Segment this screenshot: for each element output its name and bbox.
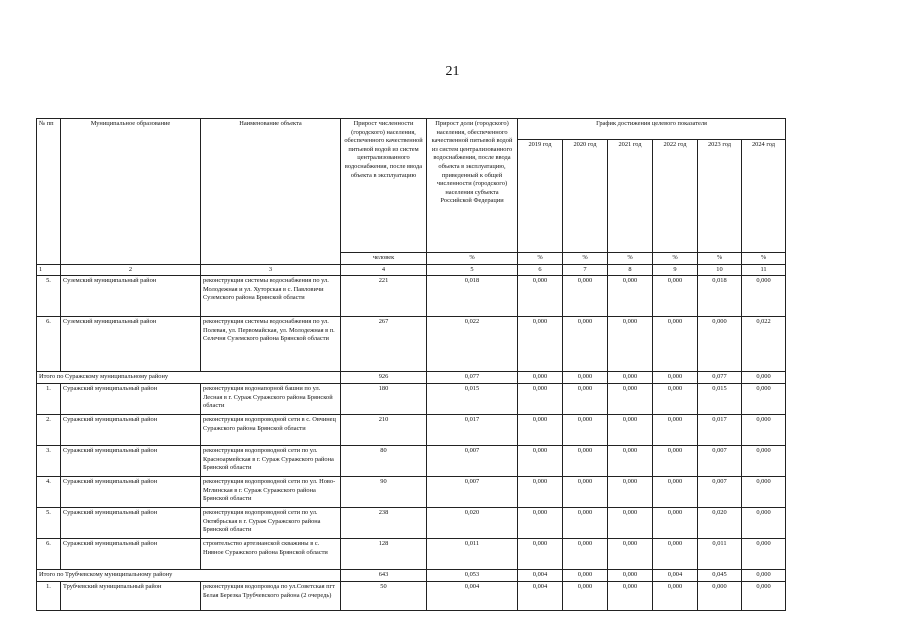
population-growth-cell: 90 xyxy=(341,477,427,508)
population-growth-cell: 643 xyxy=(341,570,427,582)
object-cell: строительство артезианской скважины в с. Нивное Суражского района Брянской области xyxy=(201,539,341,570)
unit-year: % xyxy=(698,253,742,265)
row-number: 5. xyxy=(37,508,61,539)
table-row xyxy=(37,446,786,477)
year-value-cell: 0,000 xyxy=(563,570,608,582)
unit-year: % xyxy=(608,253,653,265)
column-number: 7 xyxy=(563,264,608,276)
header-year: 2019 год xyxy=(518,140,563,253)
header-year: 2023 год xyxy=(698,140,742,253)
unit-year: % xyxy=(563,253,608,265)
municipality-cell: Суражский муниципальный район xyxy=(61,508,201,539)
municipality-cell: Суражский муниципальный район xyxy=(61,415,201,446)
year-value-cell: 0,000 xyxy=(563,276,608,317)
year-value-cell: 0,011 xyxy=(698,539,742,570)
share-growth-cell: 0,017 xyxy=(427,415,518,446)
year-value-cell: 0,015 xyxy=(698,384,742,415)
municipality-cell: Суражский муниципальный район xyxy=(61,384,201,415)
share-growth-cell: 0,007 xyxy=(427,446,518,477)
object-cell: реконструкция водопроводной сети по ул. Октябрьская в г. Сураж Суражского района Брянской области xyxy=(201,508,341,539)
year-value-cell: 0,000 xyxy=(563,477,608,508)
population-growth-cell: 50 xyxy=(341,582,427,611)
total-label: Итого по Трубчевскому муниципальному району xyxy=(37,570,341,582)
year-value-cell: 0,000 xyxy=(742,570,786,582)
year-value-cell: 0,000 xyxy=(653,415,698,446)
header-schedule: График достижения целевого показателя xyxy=(518,119,786,140)
object-cell: реконструкция водонапорной башни по ул. Лесная в г. Сураж Суражского района Брянской области xyxy=(201,384,341,415)
year-value-cell: 0,000 xyxy=(563,582,608,611)
header-population-growth: Прирост численности (городского) населения, обеспеченного качественной питьевой водой из систем централизованного водоснабжения, после ввода объекта в эксплуатацию xyxy=(341,119,427,253)
population-growth-cell: 210 xyxy=(341,415,427,446)
share-growth-cell: 0,007 xyxy=(427,477,518,508)
year-value-cell: 0,000 xyxy=(518,539,563,570)
table-row xyxy=(37,384,786,415)
year-value-cell: 0,000 xyxy=(563,317,608,372)
row-number: 3. xyxy=(37,446,61,477)
row-number: 6. xyxy=(37,317,61,372)
header-year: 2020 год xyxy=(563,140,608,253)
row-number: 1. xyxy=(37,384,61,415)
year-value-cell: 0,007 xyxy=(698,446,742,477)
year-value-cell: 0,000 xyxy=(653,582,698,611)
year-value-cell: 0,000 xyxy=(742,276,786,317)
year-value-cell: 0,077 xyxy=(698,372,742,384)
year-value-cell: 0,000 xyxy=(608,415,653,446)
page-number: 21 xyxy=(445,64,460,79)
year-value-cell: 0,000 xyxy=(608,446,653,477)
object-cell: реконструкция водопроводной сети в с. Овчинец Суражского района Брянской области xyxy=(201,415,341,446)
year-value-cell: 0,000 xyxy=(518,508,563,539)
column-number: 11 xyxy=(742,264,786,276)
year-value-cell: 0,000 xyxy=(742,508,786,539)
column-number: 2 xyxy=(61,264,201,276)
municipality-cell: Суражский муниципальный район xyxy=(61,477,201,508)
year-value-cell: 0,004 xyxy=(518,582,563,611)
header-year: 2021 год xyxy=(608,140,653,253)
year-value-cell: 0,000 xyxy=(563,508,608,539)
unit-share: % xyxy=(427,253,518,265)
header-object: Наименование объекта xyxy=(201,119,341,265)
year-value-cell: 0,000 xyxy=(518,415,563,446)
year-value-cell: 0,000 xyxy=(742,539,786,570)
total-row xyxy=(37,372,786,384)
municipality-cell: Суражский муниципальный район xyxy=(61,446,201,477)
year-value-cell: 0,000 xyxy=(698,317,742,372)
year-value-cell: 0,022 xyxy=(742,317,786,372)
column-number: 6 xyxy=(518,264,563,276)
year-value-cell: 0,000 xyxy=(563,372,608,384)
year-value-cell: 0,000 xyxy=(653,384,698,415)
year-value-cell: 0,017 xyxy=(698,415,742,446)
object-cell: реконструкция системы водоснабжения по ул. Полевая, ул. Первомайская, ул. Молодежная в п. Селечня Суземского района Брянской области xyxy=(201,317,341,372)
population-growth-cell: 128 xyxy=(341,539,427,570)
year-value-cell: 0,000 xyxy=(742,477,786,508)
share-growth-cell: 0,015 xyxy=(427,384,518,415)
table-row xyxy=(37,539,786,570)
row-number: 6. xyxy=(37,539,61,570)
year-value-cell: 0,000 xyxy=(608,508,653,539)
column-number: 1 xyxy=(37,264,61,276)
year-value-cell: 0,018 xyxy=(698,276,742,317)
year-value-cell: 0,000 xyxy=(608,276,653,317)
year-value-cell: 0,000 xyxy=(608,372,653,384)
year-value-cell: 0,000 xyxy=(653,276,698,317)
share-growth-cell: 0,011 xyxy=(427,539,518,570)
column-number: 8 xyxy=(608,264,653,276)
year-value-cell: 0,000 xyxy=(608,539,653,570)
year-value-cell: 0,000 xyxy=(608,582,653,611)
year-value-cell: 0,007 xyxy=(698,477,742,508)
target-indicator-table xyxy=(36,118,786,611)
unit-year: % xyxy=(653,253,698,265)
header-share-growth: Прирост доли (городского) населения, обеспеченного качественной питьевой водой из систем централизованного водоснабжения, после ввода объекта в эксплуатацию, приведенный к общей численности (городского) населения субъекта Российской Федерации xyxy=(427,119,518,253)
year-value-cell: 0,000 xyxy=(653,372,698,384)
year-value-cell: 0,000 xyxy=(563,446,608,477)
year-value-cell: 0,000 xyxy=(698,582,742,611)
year-value-cell: 0,000 xyxy=(563,415,608,446)
year-value-cell: 0,004 xyxy=(653,570,698,582)
year-value-cell: 0,000 xyxy=(608,317,653,372)
object-cell: реконструкция водопроводной сети по ул. Красноармейская в г. Сураж Суражского района Брянской области xyxy=(201,446,341,477)
municipality-cell: Суземский муниципальный район xyxy=(61,317,201,372)
year-value-cell: 0,000 xyxy=(608,570,653,582)
row-number: 2. xyxy=(37,415,61,446)
header-num: № пп xyxy=(37,119,61,265)
share-growth-cell: 0,018 xyxy=(427,276,518,317)
object-cell: реконструкция водопровода по ул.Советская пгт Белая Березка Трубчевского района (2 очередь) xyxy=(201,582,341,611)
year-value-cell: 0,000 xyxy=(608,477,653,508)
column-number: 3 xyxy=(201,264,341,276)
header-year: 2022 год xyxy=(653,140,698,253)
year-value-cell: 0,004 xyxy=(518,570,563,582)
municipality-cell: Суземский муниципальный район xyxy=(61,276,201,317)
column-number: 9 xyxy=(653,264,698,276)
column-numbers-row xyxy=(37,264,786,276)
share-growth-cell: 0,022 xyxy=(427,317,518,372)
total-row xyxy=(37,570,786,582)
population-growth-cell: 926 xyxy=(341,372,427,384)
unit-year: % xyxy=(742,253,786,265)
header-year: 2024 год xyxy=(742,140,786,253)
year-value-cell: 0,000 xyxy=(653,446,698,477)
table-row xyxy=(37,477,786,508)
row-number: 4. xyxy=(37,477,61,508)
unit-population: человек xyxy=(341,253,427,265)
year-value-cell: 0,000 xyxy=(518,477,563,508)
table-row xyxy=(37,317,786,372)
column-number: 5 xyxy=(427,264,518,276)
share-growth-cell: 0,077 xyxy=(427,372,518,384)
table-row xyxy=(37,276,786,317)
population-growth-cell: 80 xyxy=(341,446,427,477)
row-number: 5. xyxy=(37,276,61,317)
year-value-cell: 0,000 xyxy=(742,384,786,415)
row-number: 1. xyxy=(37,582,61,611)
column-number: 4 xyxy=(341,264,427,276)
total-label: Итого по Суражскому муниципальному району xyxy=(37,372,341,384)
header-municipality: Муниципальное образование xyxy=(61,119,201,265)
year-value-cell: 0,000 xyxy=(742,582,786,611)
year-value-cell: 0,000 xyxy=(653,508,698,539)
table-row xyxy=(37,582,786,611)
population-growth-cell: 221 xyxy=(341,276,427,317)
year-value-cell: 0,000 xyxy=(518,372,563,384)
year-value-cell: 0,000 xyxy=(518,317,563,372)
year-value-cell: 0,000 xyxy=(518,276,563,317)
year-value-cell: 0,000 xyxy=(742,415,786,446)
year-value-cell: 0,000 xyxy=(608,384,653,415)
population-growth-cell: 180 xyxy=(341,384,427,415)
unit-year: % xyxy=(518,253,563,265)
municipality-cell: Трубчевский муниципальный район xyxy=(61,582,201,611)
year-value-cell: 0,000 xyxy=(653,317,698,372)
year-value-cell: 0,000 xyxy=(518,446,563,477)
year-value-cell: 0,000 xyxy=(518,384,563,415)
header-row xyxy=(37,119,786,140)
object-cell: реконструкция водопроводной сети по ул. Ново-Мглинская в г. Сураж Суражского района Брянской области xyxy=(201,477,341,508)
object-cell: реконструкция системы водоснабжения по ул. Молодежная и ул. Хуторская в с. Павловичи Суземского района Брянской области xyxy=(201,276,341,317)
year-value-cell: 0,000 xyxy=(563,384,608,415)
municipality-cell: Суражский муниципальный район xyxy=(61,539,201,570)
column-number: 10 xyxy=(698,264,742,276)
population-growth-cell: 238 xyxy=(341,508,427,539)
population-growth-cell: 267 xyxy=(341,317,427,372)
table-row xyxy=(37,508,786,539)
table-body xyxy=(37,119,786,611)
share-growth-cell: 0,020 xyxy=(427,508,518,539)
year-value-cell: 0,045 xyxy=(698,570,742,582)
year-value-cell: 0,000 xyxy=(653,539,698,570)
table-row xyxy=(37,415,786,446)
year-value-cell: 0,000 xyxy=(742,372,786,384)
share-growth-cell: 0,053 xyxy=(427,570,518,582)
year-value-cell: 0,000 xyxy=(742,446,786,477)
share-growth-cell: 0,004 xyxy=(427,582,518,611)
year-value-cell: 0,000 xyxy=(653,477,698,508)
year-value-cell: 0,020 xyxy=(698,508,742,539)
year-value-cell: 0,000 xyxy=(563,539,608,570)
